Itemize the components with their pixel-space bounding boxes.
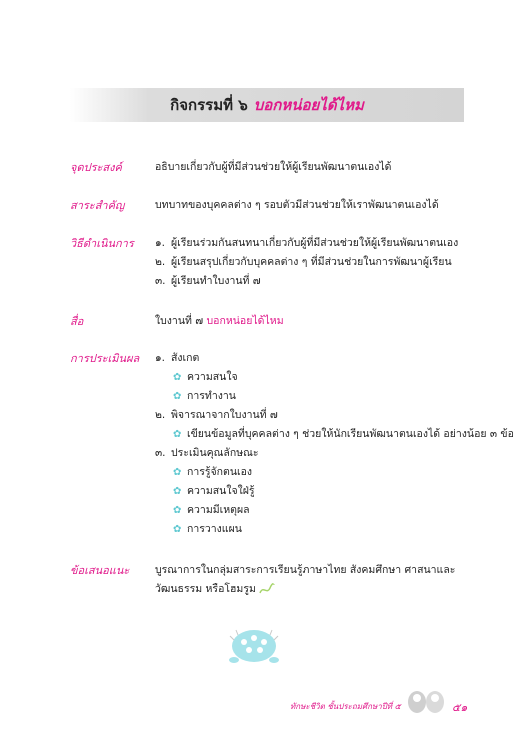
suggestion-label: ข้อเสนอแนะ [70, 564, 130, 577]
procedure-list [155, 234, 458, 291]
procedure-item: ๒. ผู้เรียนสรุปเกี่ยวกับบุคคลต่าง ๆ ที่มีส่วนช่วยในการพัฒนาผู้เรียน [155, 256, 452, 268]
footer-text: ทักษะชีวิต ชั้นประถมศึกษาปีที่ ๕ [290, 702, 401, 711]
flower-bullet-icon: ✿ [173, 524, 182, 535]
flower-bullet-icon: ✿ [173, 486, 182, 497]
evaluation-item: ๒. พิจารณาจากใบงานที่ ๗ [155, 409, 278, 421]
objective-label: จุดประสงค์ [70, 161, 122, 174]
evaluation-list [155, 349, 514, 539]
evaluation-subitem: ✿ การวางแผน [155, 520, 514, 539]
procedure-item: ๓. ผู้เรียนทำใบงานที่ ๗ [155, 275, 261, 287]
activity-banner [70, 88, 464, 122]
page-number: ๕๑ [452, 701, 468, 714]
evaluation-item: ๑. สังเกต [155, 352, 200, 364]
evaluation-item: ๓. ประเมินคุณลักษณะ [155, 447, 259, 459]
evaluation-subitem: ✿ การทำงาน [155, 387, 514, 406]
flower-bullet-icon: ✿ [173, 467, 182, 478]
swirl-icon [259, 583, 275, 595]
evaluation-subitem: ✿ ความสนใจ [155, 368, 514, 387]
evaluation-subitem: ✿ เขียนข้อมูลที่บุคคลต่าง ๆ ช่วยให้นักเรียนพัฒนาตนเองได้ อย่างน้อย ๓ ข้อ [155, 425, 514, 444]
procedure-label: วิธีดำเนินการ [70, 237, 134, 250]
objective-text: อธิบายเกี่ยวกับผู้ที่มีส่วนช่วยให้ผู้เรียนพัฒนาตนเองได้ [155, 161, 392, 173]
essence-label: สาระสำคัญ [70, 199, 125, 212]
turtle-illustration [222, 622, 286, 666]
flower-bullet-icon: ✿ [173, 391, 182, 402]
evaluation-subitem: ✿ ความมีเหตุผล [155, 501, 514, 520]
media-text: ใบงานที่ ๗ บอกหน่อยได้ไหม [155, 315, 284, 327]
evaluation-subitem: ✿ ความสนใจใฝ่รู้ [155, 482, 514, 501]
evaluation-label: การประเมินผล [70, 352, 140, 365]
activity-title: กิจกรรมที่ ๖ [170, 96, 248, 114]
flower-bullet-icon: ✿ [173, 429, 182, 440]
flower-bullet-icon: ✿ [173, 372, 182, 383]
kids-illustration [405, 688, 447, 716]
flower-bullet-icon: ✿ [173, 505, 182, 516]
suggestion-text: บูรณาการในกลุ่มสาระการเรียนรู้ภาษาไทย สังคมศึกษา ศาสนาและ วัฒนธรรม หรือโฮมรูม [155, 564, 456, 595]
activity-subtitle: บอกหน่อยได้ไหม [253, 96, 364, 114]
essence-text: บทบาทของบุคคลต่าง ๆ รอบตัวมีส่วนช่วยให้เราพัฒนาตนเองได้ [155, 199, 439, 211]
media-label: สื่อ [70, 315, 84, 328]
evaluation-subitem: ✿ การรู้จักตนเอง [155, 463, 514, 482]
procedure-item: ๑. ผู้เรียนร่วมกันสนทนาเกี่ยวกับผู้ที่มีส่วนช่วยให้ผู้เรียนพัฒนาตนเอง [155, 237, 459, 249]
worksheet-title: บอกหน่อยได้ไหม [206, 315, 284, 327]
